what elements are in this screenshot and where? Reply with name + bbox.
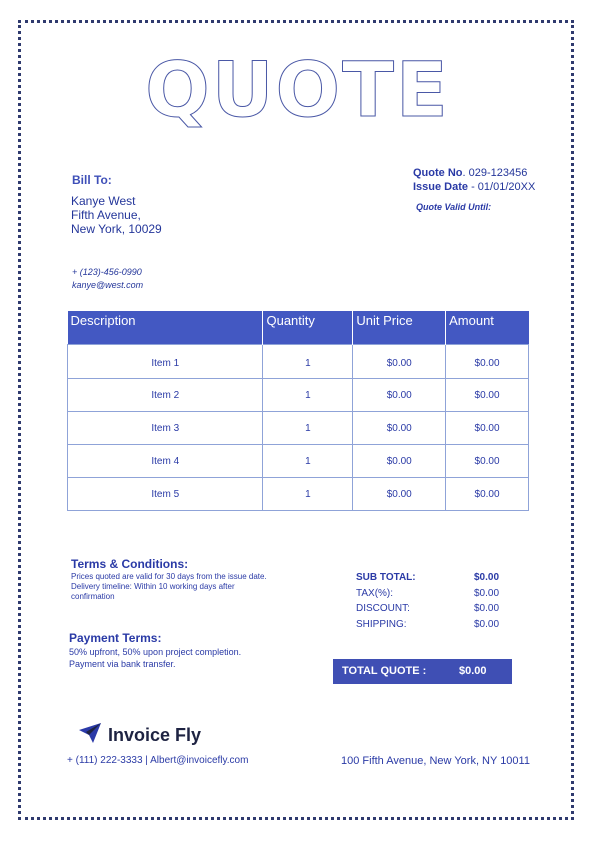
- table-row: [68, 412, 529, 445]
- header-description: Description: [68, 311, 263, 345]
- cell-unit-price: $0.00: [353, 412, 446, 445]
- cell-amount: $0.00: [446, 412, 529, 445]
- cell-unit-price: $0.00: [353, 379, 446, 412]
- payment-terms-title: Payment Terms:: [69, 631, 162, 645]
- client-name: Kanye West: [71, 194, 136, 208]
- cell-unit-price: $0.00: [353, 478, 446, 511]
- cell-unit-price: $0.00: [353, 345, 446, 379]
- cell-amount: $0.00: [446, 345, 529, 379]
- cell-unit-price: $0.00: [353, 445, 446, 478]
- subtotal-value: $0.00: [474, 572, 500, 583]
- tax-label: TAX(%):: [356, 587, 394, 599]
- cell-amount: $0.00: [446, 379, 529, 412]
- header-quantity: Quantity: [263, 311, 353, 345]
- payment-terms-text: [69, 646, 309, 670]
- issue-date: [413, 180, 535, 194]
- shipping-label: SHIPPING:: [356, 618, 407, 630]
- cell-amount: $0.00: [446, 445, 529, 478]
- table-row: [68, 445, 529, 478]
- paper-plane-icon: [78, 722, 102, 749]
- header-unit-price: Unit Price: [353, 311, 446, 345]
- summary-values: [474, 570, 499, 632]
- items-table: [67, 311, 529, 511]
- header-amount: Amount: [446, 311, 529, 345]
- issue-date-value: - 01/01/20XX: [468, 181, 536, 193]
- shipping-value: $0.00: [474, 618, 500, 630]
- cell-description: Item 4: [68, 445, 263, 478]
- client-address-line1: Fifth Avenue,: [71, 208, 141, 222]
- summary-labels: [356, 570, 416, 632]
- quote-valid-until: Quote Valid Until:: [416, 202, 492, 212]
- issue-date-label: Issue Date: [413, 181, 469, 193]
- subtotal-label: SUB TOTAL:: [356, 572, 416, 583]
- cell-description: Item 3: [68, 412, 263, 445]
- client-contact: [72, 266, 143, 292]
- document-title: QUOTE: [145, 45, 450, 134]
- client-email: kanye@west.com: [72, 280, 144, 290]
- cell-quantity: 1: [263, 345, 353, 379]
- cell-description: Item 1: [68, 345, 263, 379]
- brand-logo: [78, 722, 201, 749]
- footer-contact: + (111) 222-3333 | Albert@invoicefly.com: [67, 755, 249, 766]
- bill-to-label: Bill To:: [72, 173, 112, 187]
- terms-text: [71, 572, 311, 602]
- cell-description: Item 5: [68, 478, 263, 511]
- total-quote-value: $0.00: [459, 665, 487, 677]
- footer-address: 100 Fifth Avenue, New York, NY 10011: [341, 755, 530, 767]
- cell-quantity: 1: [263, 379, 353, 412]
- table-row: [68, 345, 529, 379]
- terms-title: Terms & Conditions:: [71, 557, 189, 571]
- payment-line: Payment via bank transfer.: [69, 659, 176, 669]
- cell-quantity: 1: [263, 412, 353, 445]
- client-phone: + (123)-456-0990: [72, 267, 142, 277]
- table-row: [68, 478, 529, 511]
- payment-line: 50% upfront, 50% upon project completion.: [69, 647, 242, 657]
- cell-description: Item 2: [68, 379, 263, 412]
- total-quote-label: TOTAL QUOTE :: [342, 665, 427, 677]
- cell-amount: $0.00: [446, 478, 529, 511]
- quote-number-label: Quote No: [413, 167, 463, 179]
- brand-name: Invoice Fly: [108, 725, 202, 745]
- total-quote-box: [333, 659, 512, 684]
- cell-quantity: 1: [263, 445, 353, 478]
- terms-line: Prices quoted are valid for 30 days from the issue date.: [71, 572, 267, 581]
- tax-value: $0.00: [474, 587, 500, 599]
- bill-to-address: [71, 194, 162, 236]
- terms-line: confirmation: [71, 592, 115, 601]
- table-row: [68, 379, 529, 412]
- cell-quantity: 1: [263, 478, 353, 511]
- client-address-line2: New York, 10029: [71, 222, 162, 236]
- quote-number: [413, 166, 535, 180]
- quote-meta: [413, 166, 535, 194]
- terms-line: Delivery timeline: Within 10 working days after: [71, 582, 235, 591]
- discount-value: $0.00: [474, 603, 500, 614]
- discount-label: DISCOUNT:: [356, 603, 410, 614]
- items-table-header: [68, 311, 529, 345]
- quote-number-value: . 029-123456: [462, 167, 528, 179]
